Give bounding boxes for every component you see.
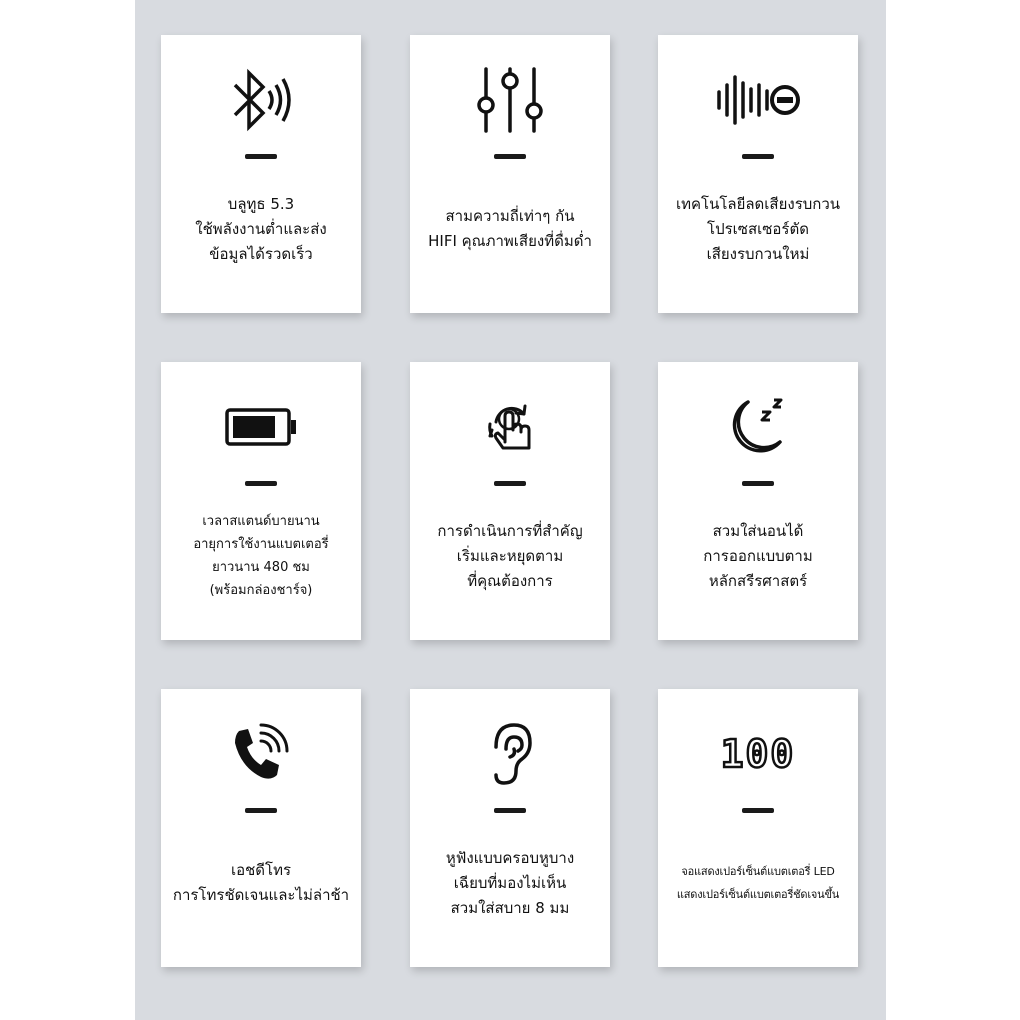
feature-line: โปรเซสเซอร์ตัด	[707, 219, 809, 238]
feature-card-noise-cancel	[658, 35, 858, 313]
feature-text	[161, 839, 361, 927]
led-display-icon	[713, 719, 803, 789]
divider-dash	[742, 154, 774, 159]
feature-text	[410, 839, 610, 927]
feature-card-hd-call	[161, 689, 361, 967]
feature-line: เฉียบที่มองไม่เห็น	[453, 873, 567, 892]
feature-line: HIFI คุณภาพเสียงที่ดื่มด่ำ	[428, 232, 592, 250]
noise-cancel-waveform-icon	[713, 65, 803, 135]
feature-line: อายุการใช้งานแบตเตอรี่	[193, 537, 329, 552]
feature-line: หูฟังแบบครอบหูบาง	[445, 848, 575, 867]
feature-text	[161, 512, 361, 600]
feature-text	[410, 512, 610, 600]
feature-line: สามความถี่เท่าๆ กัน	[445, 207, 575, 225]
led-display-digits: 100	[720, 732, 796, 776]
ear-icon	[470, 719, 550, 789]
feature-line: จอแสดงเปอร์เซ็นต์แบตเตอรี่ LED	[681, 865, 835, 878]
feature-card-led-display	[658, 689, 858, 967]
feature-line: แสดงเปอร์เซ็นต์แบตเตอรี่ชัดเจนขึ้น	[676, 888, 840, 901]
equalizer-sliders-icon	[470, 65, 550, 135]
feature-line: การออกแบบตาม	[703, 546, 813, 565]
divider-dash	[494, 481, 526, 486]
feature-card-equalizer	[410, 35, 610, 313]
feature-line: หลักสรีรศาสตร์	[708, 571, 808, 590]
feature-line: ยาวนาน 480 ชม	[212, 560, 310, 575]
sleep-moon-icon	[718, 392, 798, 462]
feature-text	[410, 185, 610, 273]
feature-card-touch	[410, 362, 610, 640]
feature-text	[658, 185, 858, 273]
divider-dash	[245, 808, 277, 813]
feature-line: (พร้อมกล่องชาร์จ)	[209, 583, 313, 598]
divider-dash	[245, 481, 277, 486]
feature-line: ข้อมูลได้รวดเร็ว	[209, 244, 313, 263]
feature-line: สวมใส่สบาย 8 มม	[450, 898, 570, 917]
phone-call-icon	[221, 719, 301, 789]
feature-line: บลูทูธ 5.3	[227, 194, 295, 213]
feature-line: เอชดีโทร	[230, 861, 292, 879]
divider-dash	[245, 154, 277, 159]
feature-line: สวมใส่นอนได้	[712, 521, 804, 540]
bluetooth-signal-icon	[221, 65, 301, 135]
battery-icon	[221, 392, 301, 462]
feature-line: เริ่มและหยุดตาม	[456, 546, 564, 565]
feature-text	[658, 839, 858, 927]
feature-card-ear	[410, 689, 610, 967]
feature-card-bluetooth	[161, 35, 361, 313]
feature-line: เทคโนโลยีลดเสียงรบกวน	[675, 194, 841, 213]
feature-text	[658, 512, 858, 600]
divider-dash	[494, 154, 526, 159]
feature-line: การโทรชัดเจนและไม่ล่าช้า	[172, 886, 350, 904]
divider-dash	[742, 481, 774, 486]
feature-text	[161, 185, 361, 273]
divider-dash	[494, 808, 526, 813]
feature-line: ที่คุณต้องการ	[467, 571, 553, 590]
feature-card-sleep	[658, 362, 858, 640]
divider-dash	[742, 808, 774, 813]
feature-line: เวลาสแตนด์บายนาน	[202, 514, 320, 529]
feature-line: ใช้พลังงานต่ำและส่ง	[195, 219, 327, 238]
touch-gesture-icon	[470, 392, 550, 462]
feature-line: เสียงรบกวนใหม่	[706, 244, 810, 263]
feature-card-battery	[161, 362, 361, 640]
feature-line: การดำเนินการที่สำคัญ	[437, 521, 583, 540]
